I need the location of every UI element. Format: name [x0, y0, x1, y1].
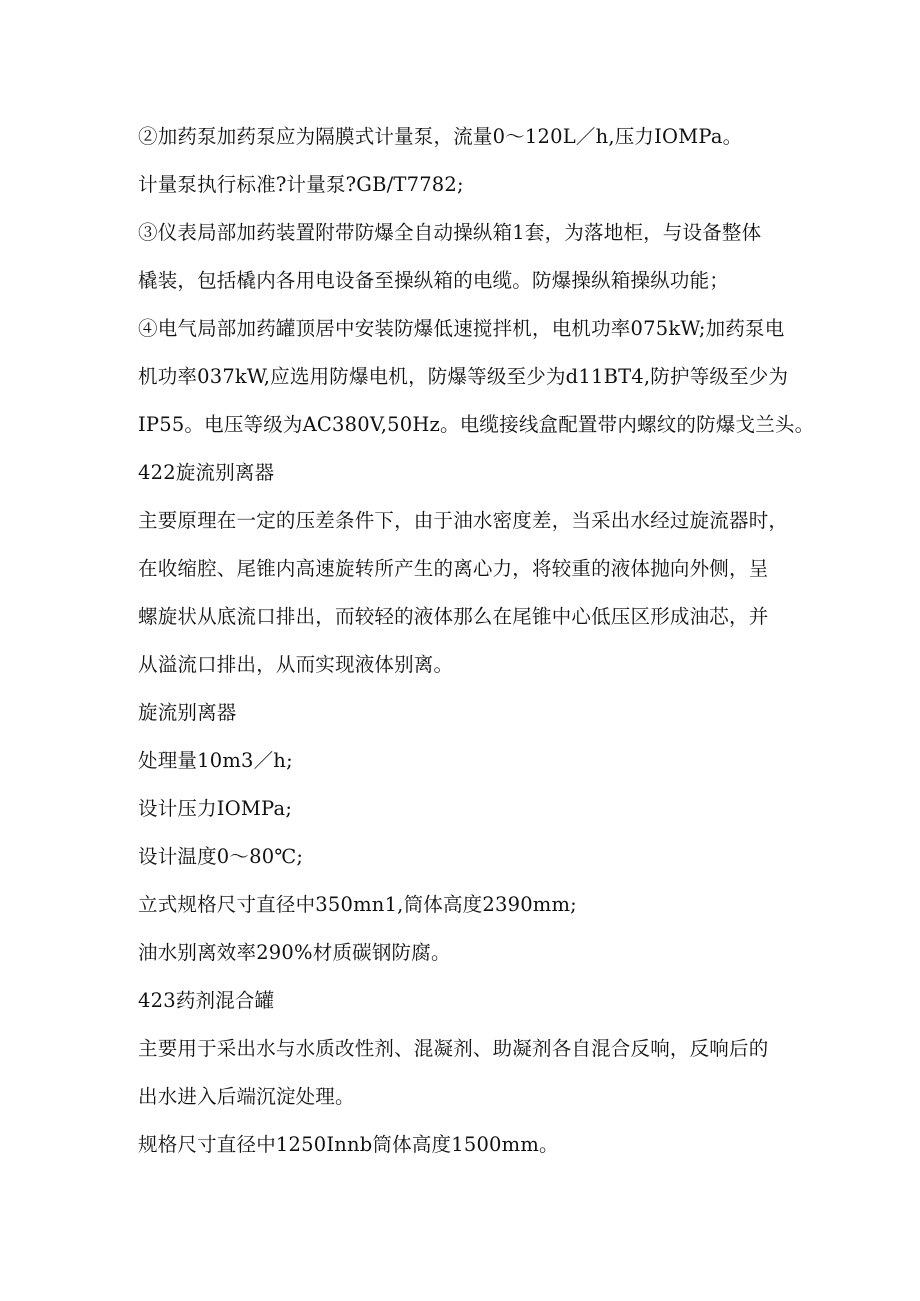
text-line-dimensions: 立式规格尺寸直径中350mn1,筒体高度2390mm;	[138, 893, 577, 916]
text-line-principle-3: 螺旋状从底流口排出，而较轻的液体那么在尾锥中心低压区形成油芯，并	[138, 605, 769, 628]
text-line-separator-title: 旋流别离器	[138, 701, 237, 724]
section-heading-423: 423药剂混合罐	[138, 989, 275, 1012]
text-line-mixing-1: 主要用于采出水与水质改性剂、混凝剂、助凝剂各自混合反响，反响后的	[138, 1037, 769, 1060]
text-line-pump-spec: ②加药泵加药泵应为隔膜式计量泵，流量0～120L／h,压力IOMPa。	[138, 125, 743, 148]
text-line-pump-standard: 计量泵执行标准?计量泵?GB/T7782;	[138, 173, 464, 196]
text-line-mixing-2: 出水进入后端沉淀处理。	[138, 1085, 355, 1108]
text-line-electrical-3: IP55。电压等级为AC380V,50Hz。电缆接线盒配置带内螺纹的防爆戈兰头。	[138, 413, 815, 436]
text-line-design-pressure: 设计压力IOMPa;	[138, 797, 293, 820]
section-heading-422: 422旋流别离器	[138, 461, 275, 484]
text-line-design-temperature: 设计温度0～80℃;	[138, 845, 304, 868]
text-line-electrical-1: ④电气局部加药罐顶居中安装防爆低速搅拌机，电机功率075kW;加药泵电	[138, 317, 785, 340]
text-line-efficiency: 油水别离效率290%材质碳钢防腐。	[138, 941, 451, 964]
text-line-principle-1: 主要原理在一定的压差条件下，由于油水密度差，当采出水经过旋流器时，	[138, 509, 789, 532]
text-line-instrument-2: 橇装，包括橇内各用电设备至操纵箱的电缆。防爆操纵箱操纵功能；	[138, 269, 730, 292]
text-line-tank-dimensions: 规格尺寸直径中1250Innb筒体高度1500mm。	[138, 1133, 559, 1156]
text-line-capacity: 处理量10m3／h;	[138, 749, 293, 772]
text-line-electrical-2: 机功率037kW,应选用防爆电机，防爆等级至少为d11BT4,防护等级至少为	[138, 365, 789, 388]
text-line-principle-4: 从溢流口排出，从而实现液体别离。	[138, 653, 454, 676]
text-line-principle-2: 在收缩腔、尾锥内高速旋转所产生的离心力，将较重的液体抛向外侧，呈	[138, 557, 769, 580]
text-line-instrument-1: ③仪表局部加药装置附带防爆全自动操纵箱1套，为落地柜，与设备整体	[138, 221, 762, 244]
